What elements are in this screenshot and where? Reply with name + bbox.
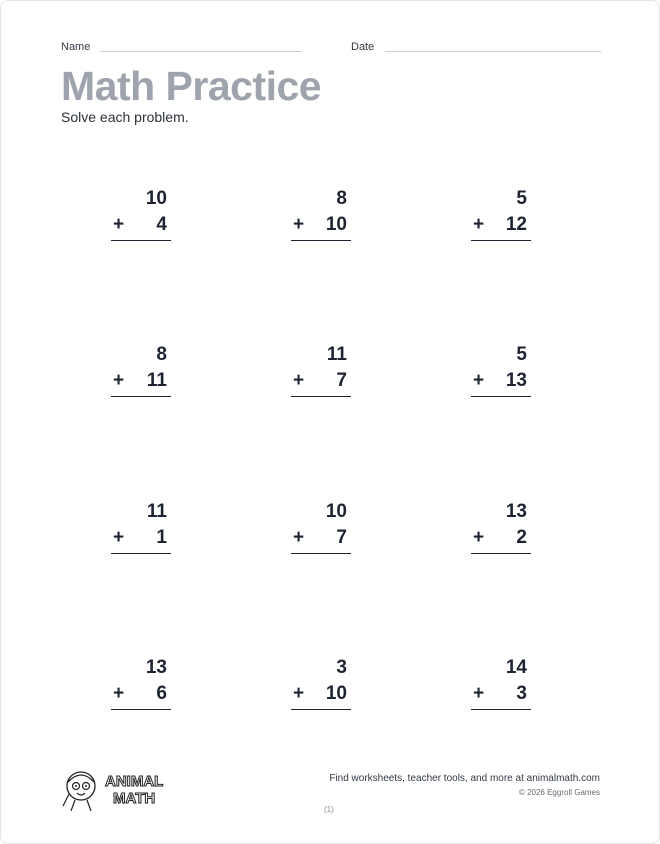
svg-text:MATH: MATH <box>113 790 156 807</box>
name-field[interactable] <box>100 51 301 52</box>
problem <box>291 344 351 402</box>
date-label: Date <box>351 41 375 53</box>
addend-bottom: 13 <box>505 370 527 391</box>
answer-line <box>291 240 351 241</box>
plus-sign: + <box>113 214 125 235</box>
problem <box>291 501 351 559</box>
page-title: Math Practice <box>61 63 322 109</box>
addend-bottom: 4 <box>156 214 167 235</box>
addend-top: 5 <box>516 344 527 365</box>
plus-sign: + <box>473 527 485 548</box>
problem <box>291 188 351 246</box>
addend-top: 14 <box>505 657 527 678</box>
instructions: Solve each problem. <box>61 109 189 125</box>
problem <box>471 344 531 402</box>
addend-bottom: 11 <box>146 370 167 391</box>
problem <box>111 344 171 402</box>
addend-bottom: 10 <box>325 214 347 235</box>
svg-text:ANIMAL: ANIMAL <box>105 773 164 790</box>
plus-sign: + <box>113 370 125 391</box>
addend-bottom: 6 <box>156 683 167 704</box>
plus-sign: + <box>293 214 305 235</box>
addend-bottom: 2 <box>516 527 527 548</box>
addend-top: 13 <box>145 657 167 678</box>
copyright: © 2026 Eggroll Games <box>518 788 600 797</box>
plus-sign: + <box>113 527 125 548</box>
plus-sign: + <box>473 214 485 235</box>
date-field[interactable] <box>385 51 601 52</box>
addend-bottom: 12 <box>505 214 527 235</box>
problem <box>471 501 531 559</box>
addend-top: 11 <box>146 501 167 522</box>
answer-line <box>111 709 171 710</box>
addend-top: 5 <box>516 188 527 209</box>
problem <box>291 657 351 715</box>
addend-top: 8 <box>336 188 347 209</box>
addend-bottom: 10 <box>325 683 347 704</box>
addend-bottom: 7 <box>336 370 347 391</box>
addend-top: 13 <box>505 501 527 522</box>
plus-sign: + <box>113 683 125 704</box>
problem <box>111 657 171 715</box>
addend-top: 10 <box>145 188 167 209</box>
plus-sign: + <box>293 370 305 391</box>
answer-line <box>471 240 531 241</box>
answer-line <box>111 240 171 241</box>
addend-bottom: 7 <box>336 527 347 548</box>
answer-line <box>471 396 531 397</box>
addend-top: 3 <box>336 657 347 678</box>
plus-sign: + <box>293 527 305 548</box>
addend-top: 10 <box>325 501 347 522</box>
plus-sign: + <box>473 370 485 391</box>
animal-math-logo <box>61 766 171 811</box>
promo-text: Find worksheets, teacher tools, and more at animalmath.com <box>329 773 600 784</box>
answer-line <box>111 553 171 554</box>
addend-bottom: 3 <box>516 683 527 704</box>
answer-line <box>471 709 531 710</box>
answer-line <box>111 396 171 397</box>
problem <box>471 188 531 246</box>
addend-bottom: 1 <box>156 527 167 548</box>
addend-top: 8 <box>156 344 167 365</box>
problem <box>471 657 531 715</box>
plus-sign: + <box>293 683 305 704</box>
name-label: Name <box>61 41 91 53</box>
answer-line <box>291 396 351 397</box>
problem <box>111 501 171 559</box>
answer-line <box>291 709 351 710</box>
page-number: (1) <box>324 805 334 814</box>
problem <box>111 188 171 246</box>
plus-sign: + <box>473 683 485 704</box>
addend-top: 11 <box>326 344 347 365</box>
answer-line <box>291 553 351 554</box>
answer-line <box>471 553 531 554</box>
